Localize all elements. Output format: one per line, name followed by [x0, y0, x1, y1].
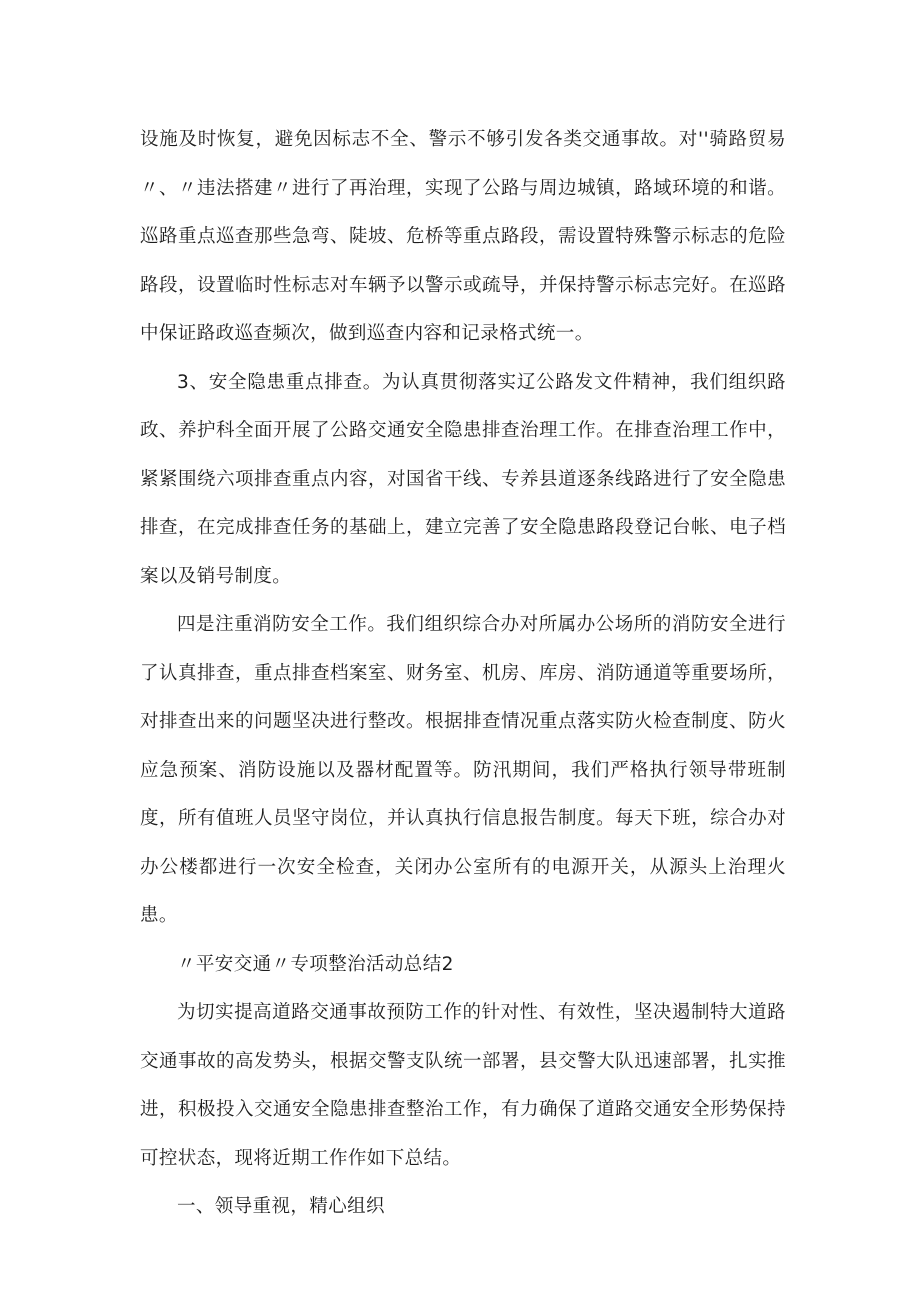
section-heading-summary-2: 〃平安交通〃专项整治活动总结2: [177, 953, 454, 975]
paragraph-introduction: 为切实提高道路交通事故预防工作的针对性、有效性，坚决遏制特大道路交通事故的高发势头，根据交警支队统一部署，县交警大队迅速部署，扎实推进，积极投入交通安全隐患排查整治工作，有力确保了道路交通安全形势保持可控状态，现将近期工作作如下总结。: [140, 1002, 786, 1169]
paragraph-road-patrol: 设施及时恢复，避免因标志不全、警示不够引发各类交通事故。对''骑路贸易〃、〃违法搭建〃进行了再治理，实现了公路与周边城镇，路域环境的和谐。巡路重点巡查那些急弯、陡坡、危桥等重点路段，需设置特殊警示标志的危险路段，设置临时性标志对车辆予以警示或疏导，并保持警示标志完好。在巡路中保证路政巡查频次，做到巡查内容和记录格式统一。: [140, 129, 786, 344]
section-heading-leadership: 一、领导重视，精心组织: [177, 1196, 385, 1217]
document-body: [140, 116, 786, 1232]
paragraph-hazard-inspection: 3、安全隐患重点排查。为认真贯彻落实辽公路发文件精神，我们组织路政、养护科全面开展了公路交通安全隐患排查治理工作。在排查治理工作中，紧紧围绕六项排查重点内容，对国省干线、专养县道逐条线路进行了安全隐患排查，在完成排查任务的基础上，建立完善了安全隐患路段登记台帐、电子档案以及销号制度。: [140, 371, 786, 587]
paragraph-fire-safety: 四是注重消防安全工作。我们组织综合办对所属办公场所的消防安全进行了认真排查，重点排查档案室、财务室、机房、库房、消防通道等重要场所，对排查出来的问题坚决进行整改。根据排查情况重点落实防火检查制度、防火应急预案、消防设施以及器材配置等。防汛期间，我们严格执行领导带班制度，所有值班人员坚守岗位，并认真执行信息报告制度。每天下班，综合办对办公楼都进行一次安全检查，关闭办公室所有的电源开关，从源头上治理火患。: [140, 614, 786, 926]
